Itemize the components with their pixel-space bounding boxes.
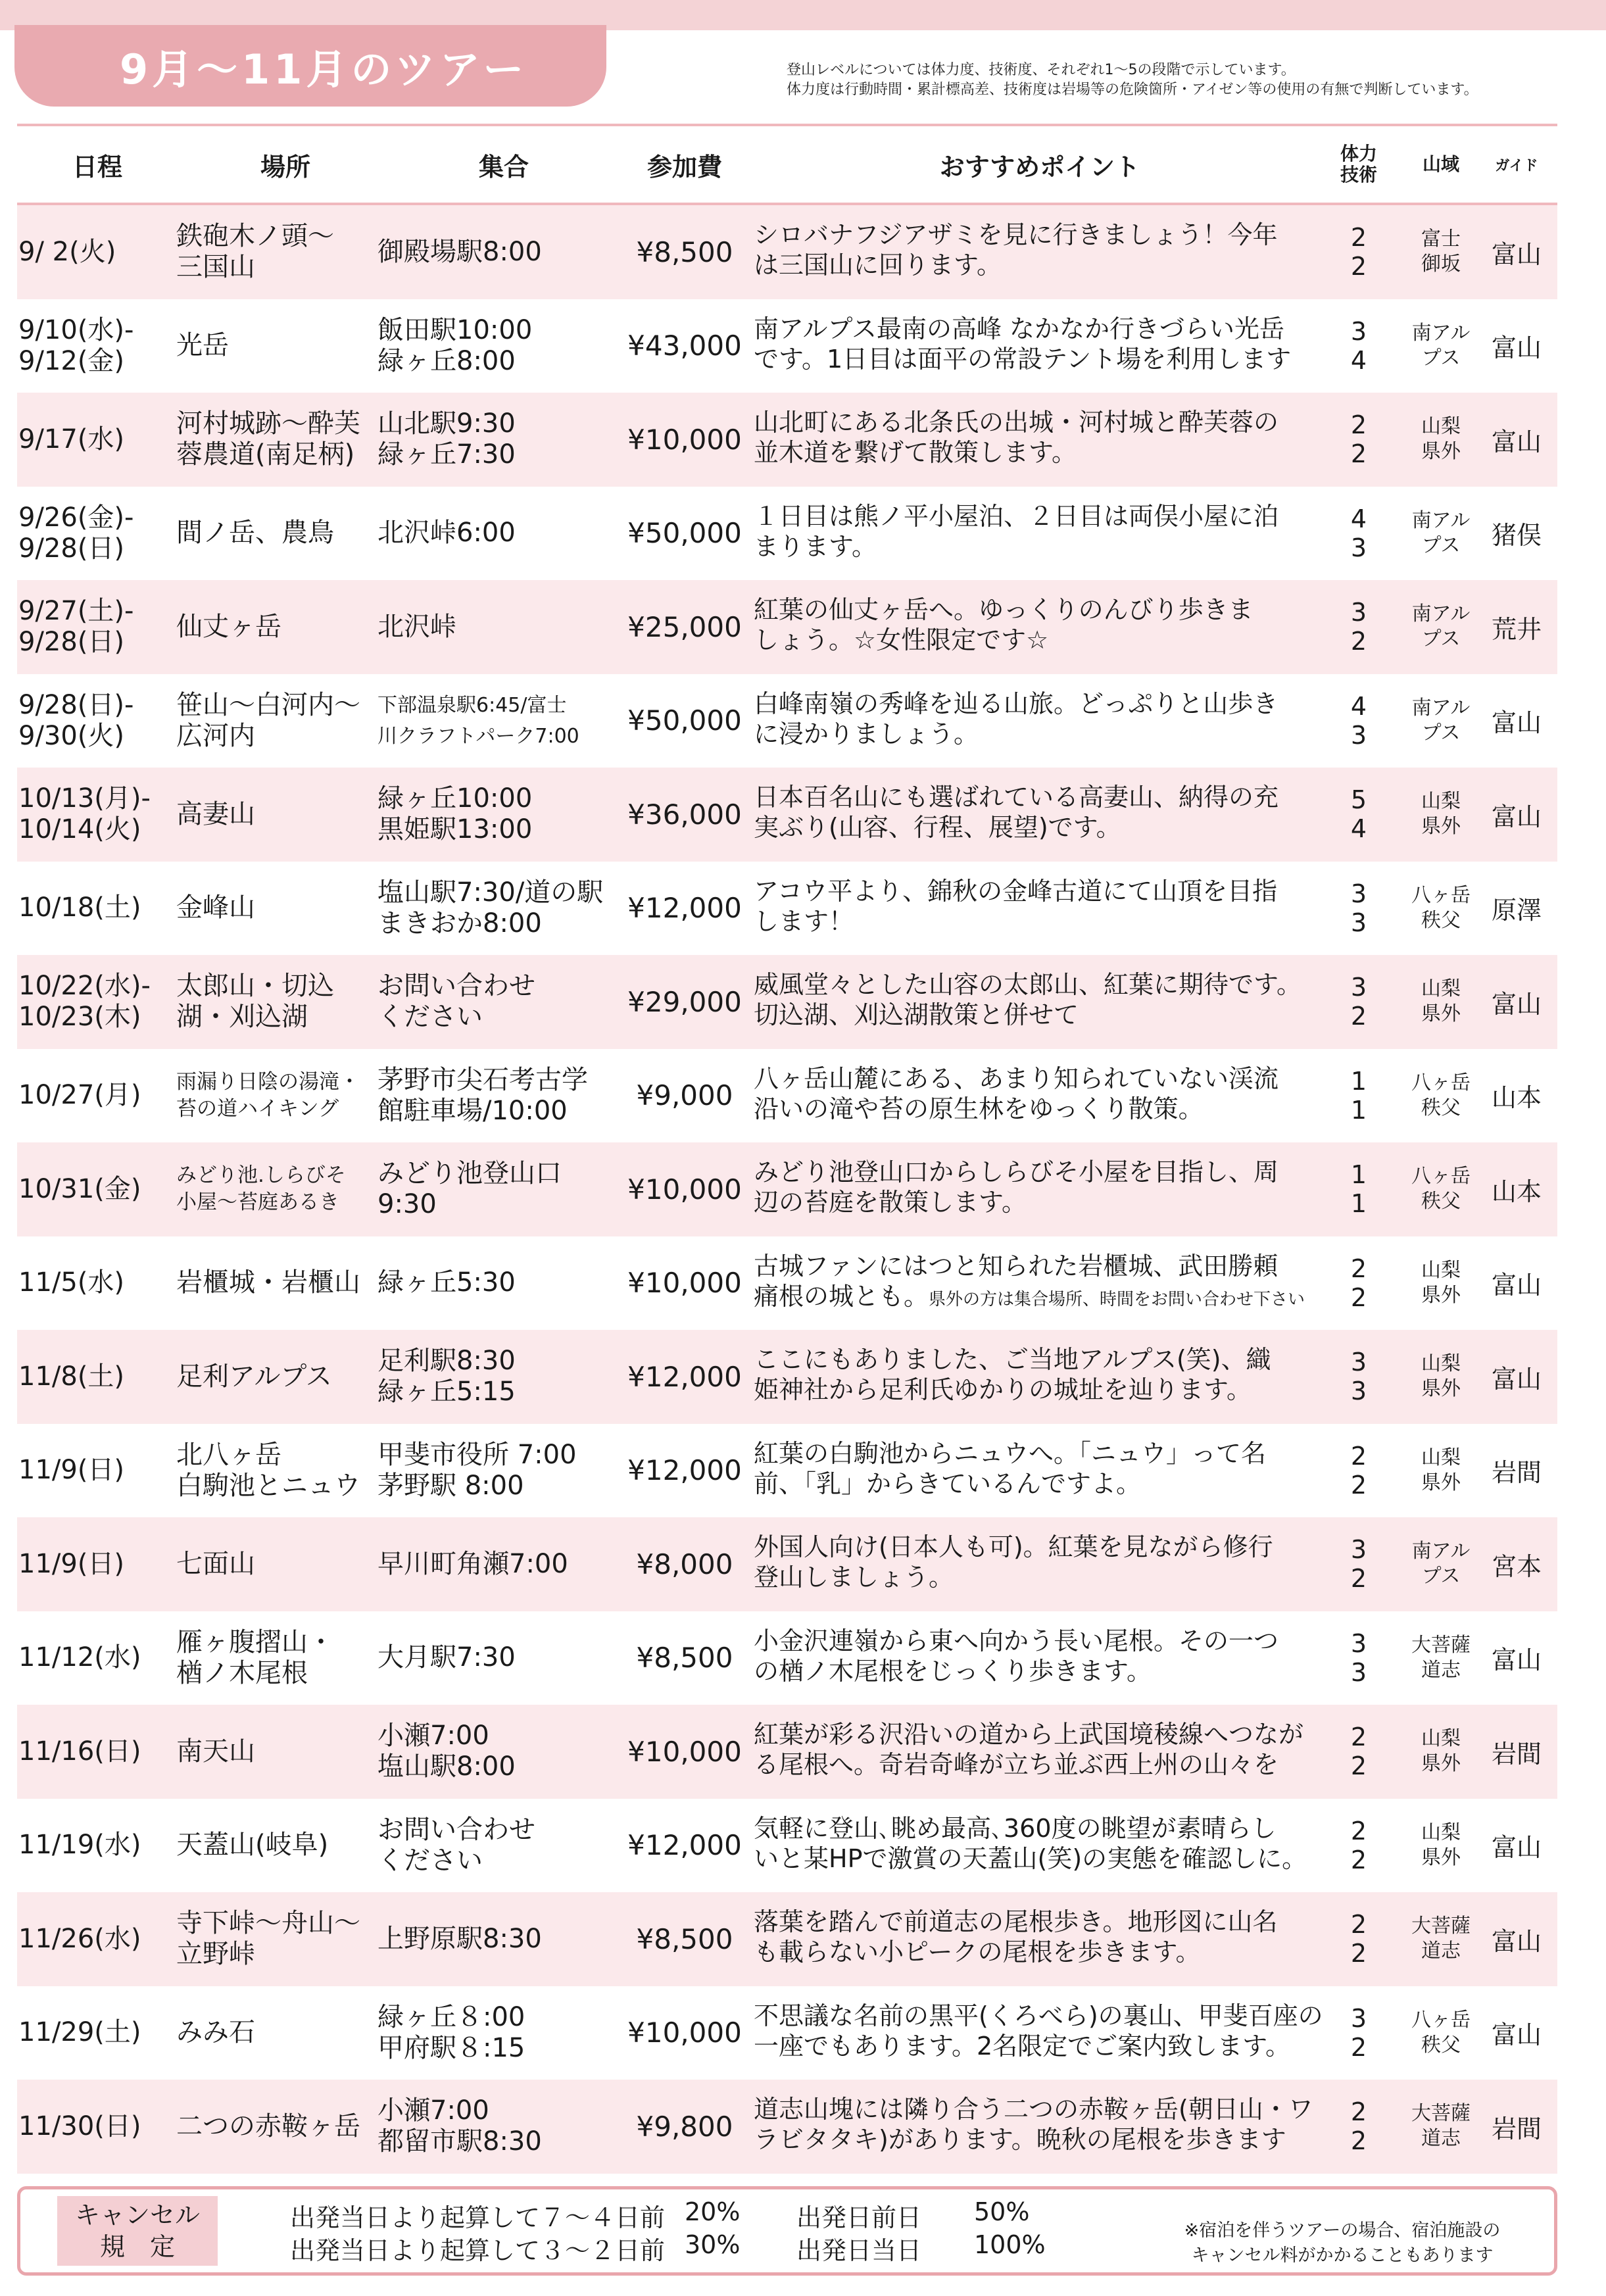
tour-guide: 富山: [1491, 239, 1542, 269]
tour-point: [754, 674, 1339, 768]
tour-level: [1326, 768, 1392, 862]
tour-area: 南アル プス: [1411, 321, 1471, 370]
tour-fee: ¥9,000: [636, 1079, 733, 1112]
tour-fee: ¥25,000: [627, 610, 742, 643]
tour-area: 八ヶ岳 秩父: [1411, 2008, 1471, 2057]
tour-level: [1326, 1049, 1392, 1143]
tour-guide: 富山: [1491, 333, 1542, 363]
table-row: [17, 1799, 1557, 1893]
tour-date: 11/9(日): [18, 1548, 125, 1579]
tour-area: 山梨 県外: [1421, 977, 1461, 1026]
tour-guide: 富山: [1491, 1833, 1542, 1863]
tour-area: 大菩薩 道志: [1411, 1915, 1471, 1963]
tour-meeting: 御殿場駅8:00: [377, 236, 542, 267]
tour-area: 山梨 県外: [1421, 1820, 1461, 1869]
tour-fee: ¥8,000: [636, 1548, 733, 1580]
tour-area: 南アル プス: [1411, 696, 1471, 745]
tour-point: [754, 299, 1339, 393]
table-row: [17, 1424, 1557, 1518]
table-row: [17, 580, 1557, 674]
tour-point-text: 紅葉の仙丈ヶ岳へ。ゆっくりのんびり歩きま しょう。☆女性限定です☆: [754, 595, 1253, 654]
tour-area: 八ヶ岳 秩父: [1411, 1165, 1471, 1213]
tour-date: 9/27(土)- 9/28(日): [18, 596, 134, 658]
table-row: [17, 1611, 1557, 1705]
technique-level: 2: [1350, 1564, 1367, 1594]
tour-level: [1326, 1986, 1392, 2080]
tour-point-text: 気軽に登山､眺め最高､360度の眺望が素晴らし いと某HPで激賞の天蓋山(笑)の実態を確認しに。: [754, 1813, 1307, 1873]
tour-area: 大菩薩 道志: [1411, 2102, 1471, 2151]
technique-level: 3: [1350, 720, 1367, 750]
tour-point: [754, 1986, 1339, 2080]
header-fee: 参加費: [646, 152, 722, 182]
table-row: [17, 768, 1557, 862]
cancel-note: ※宿泊を伴うツアーの場合、宿泊施設の キャンセル料がかかることもあります: [1184, 2220, 1501, 2266]
table-row: [17, 1892, 1557, 1986]
tour-fee: ¥12,000: [627, 1454, 742, 1487]
cancel-day-2: 出発日当日: [796, 2236, 922, 2265]
table-row: [17, 1986, 1557, 2080]
tour-guide: 山本: [1491, 1177, 1542, 1206]
tour-meeting: 緑ヶ丘10:00 黒姫駅13:00: [377, 783, 533, 845]
tour-place: みみ石: [176, 2017, 255, 2048]
tour-fee: ¥10,000: [627, 1173, 742, 1206]
technique-level: 2: [1350, 252, 1367, 281]
tour-guide: 山本: [1491, 1083, 1542, 1113]
table-row: [17, 1517, 1557, 1611]
header-place: 場所: [260, 152, 310, 182]
tour-point-note: 県外の方は集合場所、時間をお問い合わせ下さい: [929, 1289, 1305, 1309]
tour-date: 11/12(水): [18, 1642, 141, 1673]
tour-level: [1326, 487, 1392, 581]
tour-fee: ¥8,500: [636, 1642, 733, 1674]
tour-area: 八ヶ岳 秩父: [1411, 1071, 1471, 1119]
tour-area: 富士 御坂: [1421, 228, 1461, 276]
tour-place: 仙丈ヶ岳: [176, 611, 281, 642]
tour-place: 足利アルプス: [176, 1361, 332, 1392]
tour-area: 山梨 県外: [1421, 415, 1461, 464]
tour-fee: ¥8,500: [636, 1922, 733, 1955]
tour-place: 天蓋山(岐阜): [176, 1830, 329, 1861]
tour-date: 11/5(水): [18, 1267, 125, 1298]
tour-fee: ¥10,000: [627, 1267, 742, 1300]
tour-point: [754, 393, 1339, 487]
tour-level: [1326, 862, 1392, 956]
cancel-day-pct-1: 50%: [974, 2197, 1030, 2226]
tour-fee: ¥10,000: [627, 1735, 742, 1768]
tour-point-text: シロバナフジアザミを見に行きましょう！今年 は三国山に回ります。: [754, 220, 1278, 280]
tour-guide: 富山: [1491, 2020, 1542, 2050]
tour-area: 山梨 県外: [1421, 1352, 1461, 1401]
intro-line-2: 体力度は行動時間・累計標高差、技術度は岩場等の危険箇所・アイゼン等の使用の有無で判断しています。: [787, 82, 1478, 98]
table-row: [17, 1049, 1557, 1143]
stamina-level: 3: [1350, 316, 1367, 346]
cancel-period-2: 出発当日より起算して３〜２日前: [290, 2236, 666, 2265]
tour-guide: 富山: [1491, 427, 1542, 456]
stamina-level: 2: [1350, 223, 1367, 253]
tour-guide: 岩間: [1491, 1458, 1542, 1488]
tour-level: [1326, 674, 1392, 768]
tour-guide: 富山: [1491, 1271, 1542, 1300]
stamina-level: 2: [1350, 1441, 1367, 1471]
tour-date: 11/9(日): [18, 1455, 125, 1486]
tour-area: 山梨 県外: [1421, 1446, 1461, 1494]
tour-point-text: 古城ファンにはつと知られた岩櫃城、武田勝頼 痛根の城とも。: [754, 1251, 1278, 1311]
tour-level: [1326, 1517, 1392, 1611]
stamina-level: 4: [1350, 691, 1367, 721]
tour-table: [17, 124, 1557, 2174]
tour-date: 10/31(金): [18, 1173, 141, 1204]
tour-date: 11/29(土): [18, 2017, 141, 2048]
tour-level: [1326, 580, 1392, 674]
tour-point-text: みどり池登山口からしらびそ小屋を目指し、周 辺の苔庭を散策します。: [754, 1158, 1279, 1217]
tour-date: 10/27(月): [18, 1080, 141, 1111]
tour-fee: ¥8,500: [636, 235, 733, 268]
stamina-level: 3: [1350, 879, 1367, 908]
tour-place: 雁ヶ腹摺山・ 楢ノ木尾根: [176, 1626, 334, 1688]
tour-meeting: 足利駅8:30 緑ヶ丘5:15: [377, 1346, 516, 1407]
tour-point: [754, 1799, 1339, 1893]
stamina-level: 2: [1350, 1722, 1367, 1752]
technique-level: 2: [1350, 2032, 1367, 2062]
tour-meeting: 山北駅9:30 緑ヶ丘7:30: [377, 408, 516, 470]
tour-meeting: 緑ヶ丘８:00 甲府駅８:15: [377, 2001, 525, 2063]
tour-meeting: 北沢峠: [377, 611, 456, 642]
stamina-level: 2: [1350, 410, 1367, 440]
technique-level: 4: [1350, 345, 1367, 375]
header-level: 体力 技術: [1340, 143, 1377, 185]
tour-fee: ¥50,000: [627, 517, 742, 550]
technique-level: 3: [1350, 908, 1367, 937]
tour-point: [754, 1236, 1339, 1331]
stamina-level: 1: [1350, 1066, 1367, 1096]
header-date: 日程: [72, 152, 122, 182]
technique-level: 1: [1350, 1095, 1367, 1125]
tour-date: 9/17(水): [18, 424, 125, 454]
tour-date: 9/28(日)- 9/30(火): [18, 689, 134, 751]
tour-place: 北八ヶ岳 白駒池とニュウ: [176, 1439, 360, 1501]
tour-date: 9/ 2(火): [18, 236, 116, 267]
tour-meeting: 緑ヶ丘5:30: [377, 1267, 516, 1298]
stamina-level: 1: [1350, 1160, 1367, 1190]
header-meeting: 集合: [478, 152, 529, 182]
tour-fee: ¥12,000: [627, 892, 742, 925]
tour-place: 二つの赤鞍ヶ岳: [176, 2111, 360, 2141]
technique-level: 2: [1350, 2126, 1367, 2156]
tour-level: [1326, 955, 1392, 1049]
tour-point: [754, 1705, 1339, 1799]
tour-point: [754, 2080, 1339, 2174]
table-body: [17, 205, 1557, 2174]
technique-level: 2: [1350, 1002, 1367, 1031]
tour-level: [1326, 2080, 1392, 2174]
tour-place: 鉄砲木ノ頭〜 三国山: [176, 221, 334, 283]
tour-point: [754, 1892, 1339, 1986]
intro-line-1: 登山レベルについては体力度、技術度、それぞれ1〜5の段階で示しています。: [787, 62, 1296, 78]
table-row: [17, 393, 1557, 487]
tour-area: 南アル プス: [1411, 508, 1471, 557]
technique-level: 2: [1350, 627, 1367, 656]
tour-place: 光岳: [176, 330, 229, 361]
tour-point-text: 外国人向け(日本人も可)。紅葉を見ながら修行 登山しましょう。: [754, 1532, 1273, 1592]
technique-level: 2: [1350, 1751, 1367, 1781]
technique-level: 2: [1350, 1939, 1367, 1968]
tour-date: 11/16(日): [18, 1736, 141, 1767]
tour-meeting: お問い合わせ ください: [377, 1814, 535, 1876]
tour-point-text: ここにもありました、ご当地アルプス(笑)、織 姫神社から足利氏ゆかりの城址を辿ります。: [754, 1345, 1271, 1404]
technique-level: 2: [1350, 1845, 1367, 1874]
tour-point-text: アコウ平より、錦秋の金峰古道にて山頂を目指 します！: [754, 876, 1278, 936]
tour-point: [754, 487, 1339, 581]
stamina-level: 2: [1350, 1254, 1367, 1283]
stamina-level: 2: [1350, 1816, 1367, 1845]
tour-area: 南アル プス: [1411, 602, 1471, 651]
tour-level: [1326, 393, 1392, 487]
stamina-level: 3: [1350, 598, 1367, 627]
tour-level: [1326, 1892, 1392, 1986]
tour-meeting: 塩山駅7:30/道の駅 まきおか8:00: [377, 877, 604, 939]
table-row: [17, 205, 1557, 299]
table-row: [17, 1236, 1557, 1331]
tour-area: 大菩薩 道志: [1411, 1633, 1471, 1682]
tour-point-text: 小金沢連嶺から東へ向かう長い尾根。その一つ の楢ノ木尾根をじっくり歩きます。: [754, 1626, 1279, 1686]
tour-point: [754, 862, 1339, 956]
tour-guide: 富山: [1491, 802, 1542, 831]
tour-guide: 岩間: [1491, 1739, 1542, 1769]
tour-place: 笹山〜白河内〜 広河内: [176, 689, 360, 751]
technique-level: 2: [1350, 1282, 1367, 1312]
tour-guide: 岩間: [1491, 2114, 1542, 2143]
tour-point-text: 不思議な名前の黒平(くろべら)の裏山、甲斐百座の 一座でもあります。2名限定でご案内致します。: [754, 2001, 1323, 2061]
tour-date: 10/18(土): [18, 892, 141, 923]
tour-point-text: １日目は熊ノ平小屋泊、２日目は両俣小屋に泊 まります。: [754, 501, 1279, 561]
tour-fee: ¥10,000: [627, 2016, 742, 2049]
tour-point: [754, 1049, 1339, 1143]
technique-level: 4: [1350, 814, 1367, 844]
tour-place: 太郎山・切込 湖・刈込湖: [176, 971, 334, 1033]
tour-fee: ¥10,000: [627, 423, 742, 456]
tour-guide: 原澤: [1491, 896, 1542, 925]
tour-area: 八ヶ岳 秩父: [1411, 883, 1471, 932]
cancel-label: キャンセル 規 定: [57, 2196, 218, 2266]
stamina-level: 3: [1350, 1348, 1367, 1377]
tour-point: [754, 1611, 1339, 1705]
tour-place: 雨漏り日陰の湯滝・ 苔の道ハイキング: [176, 1069, 360, 1121]
tour-guide: 富山: [1491, 1646, 1542, 1675]
stamina-level: 3: [1350, 973, 1367, 1002]
tour-meeting: みどり池登山口 9:30: [377, 1158, 562, 1220]
table-row: [17, 1330, 1557, 1424]
stamina-level: 4: [1350, 504, 1367, 533]
tour-guide: 富山: [1491, 989, 1542, 1019]
tour-point: [754, 1142, 1339, 1236]
tour-place: 間ノ岳、農鳥: [176, 518, 334, 549]
tour-meeting: 上野原駅8:30: [377, 1923, 542, 1954]
stamina-level: 3: [1350, 2003, 1367, 2033]
tour-point: [754, 580, 1339, 674]
tour-point: [754, 1330, 1339, 1424]
tour-level: [1326, 1799, 1392, 1893]
table-header: [17, 124, 1557, 205]
tour-guide: 荒井: [1491, 614, 1542, 644]
tour-point: [754, 205, 1339, 299]
tour-level: [1326, 1611, 1392, 1705]
tour-level: [1326, 1142, 1392, 1236]
tour-area: 山梨 県外: [1421, 1258, 1461, 1307]
tour-place: 岩櫃城・岩櫃山: [176, 1267, 360, 1298]
header-point: おすすめポイント: [939, 152, 1140, 182]
tour-guide: 猪俣: [1491, 521, 1542, 550]
tour-point-text: 八ヶ岳山麓にある、あまり知られていない渓流 沿いの滝や苔の原生林をゆっくり散策。: [754, 1063, 1279, 1123]
table-row: [17, 1142, 1557, 1236]
tour-area: 山梨 県外: [1421, 790, 1461, 839]
tour-meeting: 早川町角瀬7:00: [377, 1548, 568, 1579]
table-row: [17, 674, 1557, 768]
header-area: 山域: [1422, 153, 1459, 175]
cancel-pct-1: 20%: [685, 2197, 741, 2226]
tour-place: 河村城跡〜酔芙 蓉農道(南足柄): [176, 408, 360, 470]
tour-place: 寺下峠〜舟山〜 立野峠: [176, 1908, 360, 1970]
stamina-level: 2: [1350, 2097, 1367, 2127]
page-title: 9月〜11月のツアー: [14, 25, 606, 107]
cancel-day-pct-2: 100%: [974, 2230, 1046, 2259]
tour-level: [1326, 1236, 1392, 1331]
tour-guide: 富山: [1491, 1364, 1542, 1394]
tour-place: 七面山: [176, 1548, 255, 1579]
table-row: [17, 299, 1557, 393]
tour-point-text: 紅葉の白駒池からニュウへ。「ニュウ」って名 前、「乳」からきているんですよ。: [754, 1438, 1267, 1498]
tour-point-text: 山北町にある北条氏の出城・河村城と酔芙蓉の 並木道を繋げて散策します。: [754, 408, 1279, 467]
tour-fee: ¥12,000: [627, 1829, 742, 1862]
tour-date: 9/26(金)- 9/28(日): [18, 502, 134, 564]
tour-place: 南天山: [176, 1736, 255, 1767]
tour-meeting: 茅野市尖石考古学 館駐車場/10:00: [377, 1064, 588, 1126]
tour-guide: 宮本: [1491, 1551, 1542, 1581]
technique-level: 3: [1350, 533, 1367, 562]
tour-point-text: 白峰南嶺の秀峰を辿る山旅。どっぷりと山歩き に浸かりましょう。: [754, 689, 1278, 748]
cancel-day-1: 出発日前日: [796, 2203, 922, 2232]
tour-fee: ¥12,000: [627, 1360, 742, 1393]
tour-guide: 富山: [1491, 708, 1542, 738]
tour-fee: ¥29,000: [627, 985, 742, 1018]
tour-date: 11/19(水): [18, 1830, 141, 1861]
technique-level: 2: [1350, 439, 1367, 469]
tour-point-text: 道志山塊には隣り合う二つの赤鞍ヶ岳(朝日山・ワ ラビタタキ)があります。晩秋の尾根を歩きます: [754, 2095, 1313, 2154]
tour-point-text: 南アルプス最南の高峰 なかなか行きづらい光岳 です。1日目は面平の常設テント場を利用します: [754, 314, 1292, 374]
tour-point-text: 落葉を踏んで前道志の尾根歩き。地形図に山名 も載らない小ピークの尾根を歩きます。: [754, 1907, 1278, 1966]
tour-meeting: お問い合わせ ください: [377, 971, 535, 1033]
technique-level: 2: [1350, 1470, 1367, 1500]
tour-meeting: 甲斐市役所 7:00 茅野駅 8:00: [377, 1439, 577, 1501]
tour-area: 山梨 県外: [1421, 1727, 1461, 1776]
tour-level: [1326, 299, 1392, 393]
tour-fee: ¥9,800: [636, 2110, 733, 2143]
stamina-level: 5: [1350, 785, 1367, 815]
tour-fee: ¥36,000: [627, 798, 742, 831]
tour-meeting: 大月駅7:30: [377, 1642, 516, 1673]
technique-level: 3: [1350, 1657, 1367, 1687]
tour-date: 10/22(水)- 10/23(木): [18, 971, 151, 1033]
tour-guide: 富山: [1491, 1926, 1542, 1956]
tour-meeting: 北沢峠6:00: [377, 518, 516, 549]
stamina-level: 3: [1350, 1628, 1367, 1658]
tour-fee: ¥43,000: [627, 330, 742, 362]
table-row: [17, 955, 1557, 1049]
stamina-level: 2: [1350, 1910, 1367, 1940]
tour-date: 11/30(日): [18, 2111, 141, 2141]
tour-date: 9/10(水)- 9/12(金): [18, 314, 134, 376]
tour-point-text: 紅葉が彩る沢沿いの道から上武国境稜線へつなが る尾根へ。奇岩奇峰が立ち並ぶ西上州の山々を: [754, 1720, 1304, 1779]
table-row: [17, 862, 1557, 956]
tour-point: [754, 1424, 1339, 1518]
tour-area: 南アル プス: [1411, 1540, 1471, 1588]
technique-level: 1: [1350, 1189, 1367, 1219]
tour-level: [1326, 1424, 1392, 1518]
table-row: [17, 1705, 1557, 1799]
tour-meeting: 小瀬7:00 都留市駅8:30: [377, 2095, 542, 2157]
tour-point: [754, 955, 1339, 1049]
tour-meeting: 飯田駅10:00 緑ヶ丘8:00: [377, 314, 533, 376]
tour-point-text: 日本百名山にも選ばれている高妻山、納得の充 実ぶり(山容、行程、展望)です。: [754, 783, 1279, 842]
tour-date: 11/26(水): [18, 1923, 141, 1954]
stamina-level: 3: [1350, 1535, 1367, 1565]
cancel-policy: [17, 2186, 1557, 2276]
tour-fee: ¥50,000: [627, 704, 742, 737]
cancel-period-1: 出発当日より起算して７〜４日前: [290, 2203, 666, 2232]
tour-level: [1326, 1705, 1392, 1799]
tour-place: 金峰山: [176, 892, 255, 923]
tour-meeting: 小瀬7:00 塩山駅8:00: [377, 1721, 516, 1782]
tour-level: [1326, 1330, 1392, 1424]
technique-level: 3: [1350, 1377, 1367, 1406]
table-row: [17, 487, 1557, 581]
tour-point-text: 威風堂々とした山容の太郎山、紅葉に期待です。 切込湖、刈込湖散策と併せて: [754, 970, 1302, 1029]
table-row: [17, 2080, 1557, 2174]
cancel-pct-2: 30%: [685, 2230, 741, 2259]
tour-place: 高妻山: [176, 798, 255, 829]
level-explanation: [787, 61, 1595, 100]
tour-place: みどり池.しらびそ 小屋〜苔庭あるき: [176, 1163, 346, 1215]
tour-point: [754, 1517, 1339, 1611]
tour-level: [1326, 205, 1392, 299]
tour-date: 10/13(月)- 10/14(火): [18, 783, 151, 845]
header-guide: ガイド: [1495, 157, 1538, 174]
tour-point: [754, 768, 1339, 862]
tour-meeting: 下部温泉駅6:45/富士 川クラフトパーク7:00: [377, 693, 579, 748]
tour-date: 11/8(土): [18, 1361, 125, 1392]
